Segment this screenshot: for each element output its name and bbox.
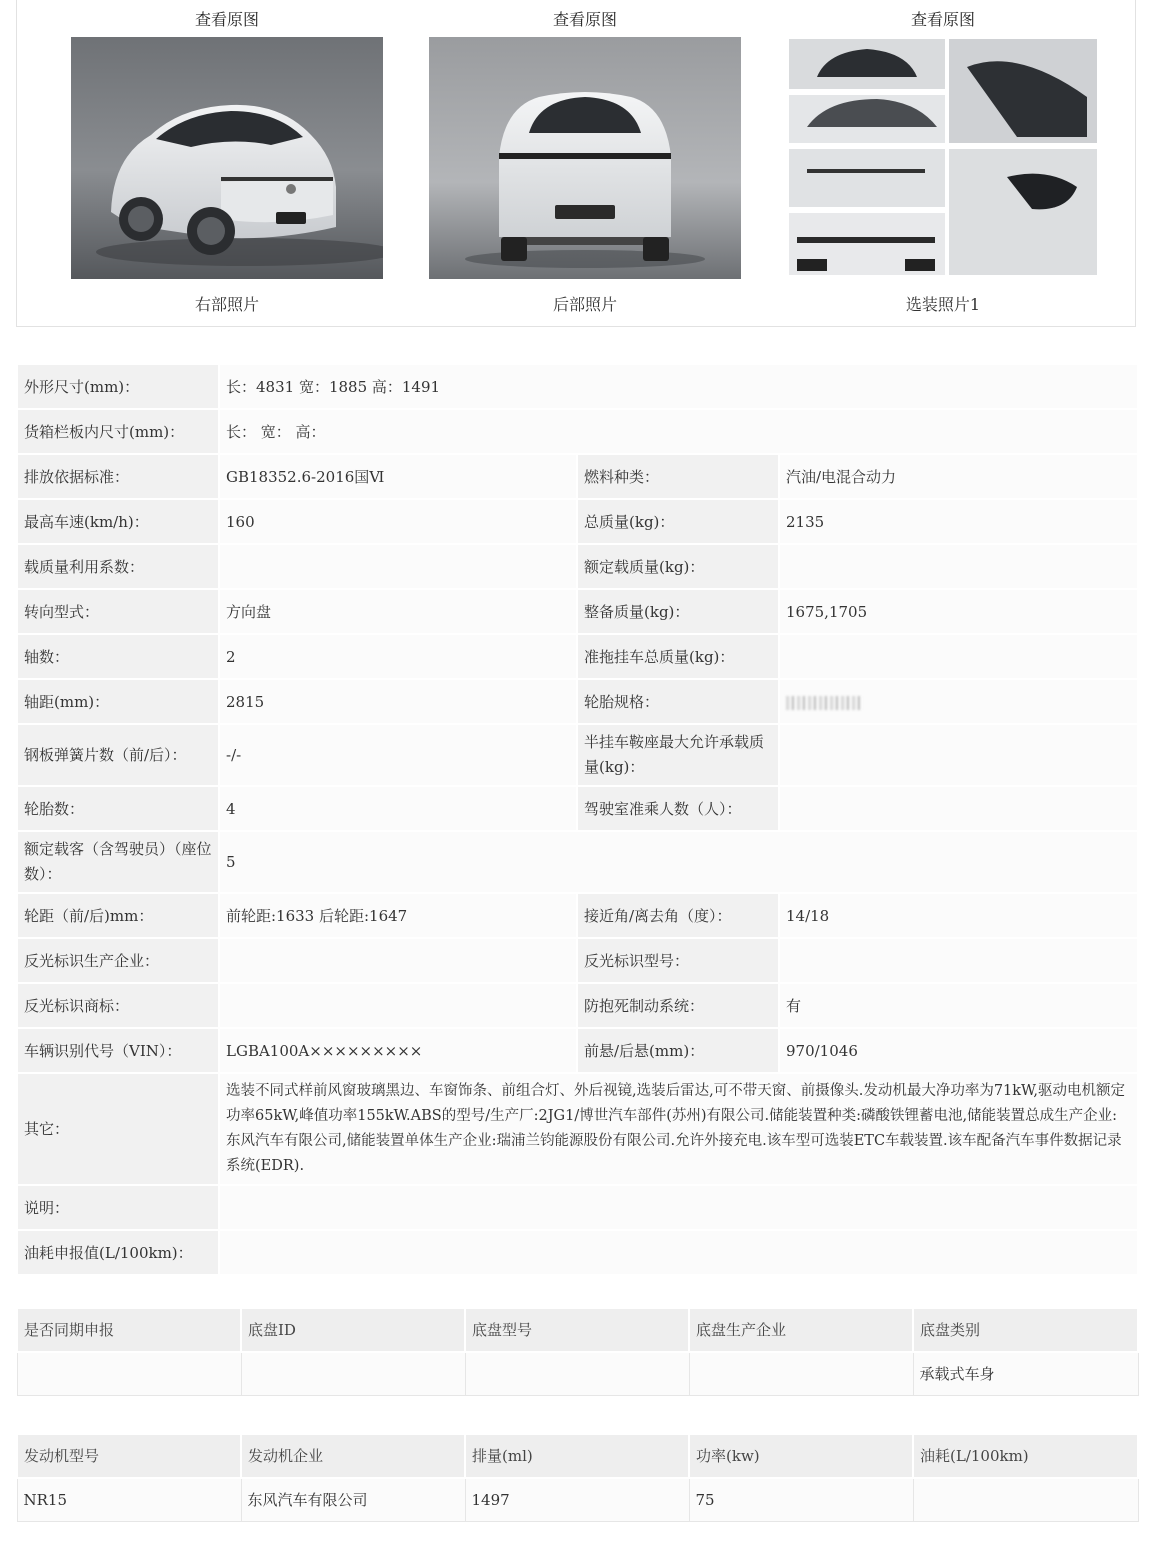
engine-header-row bbox=[17, 1434, 1138, 1478]
spec-row bbox=[17, 1073, 1138, 1185]
spec-label: 额定载客（含驾驶员）（座位数）： bbox=[17, 831, 219, 893]
spec-label: 载质量利用系数： bbox=[17, 544, 219, 589]
spec-row bbox=[17, 364, 1138, 409]
optional-collage-photo[interactable] bbox=[787, 37, 1099, 279]
spec-label: 整备质量(kg)： bbox=[577, 589, 779, 634]
spec-value: 方向盘 bbox=[219, 589, 577, 634]
spec-label: 接近角/离去角（度）： bbox=[577, 893, 779, 938]
spec-value: 选装不同式样前风窗玻璃黑边、车窗饰条、前组合灯、外后视镜,选装后雷达,可不带天窗、前摄像头.发动机最大净功率为71kW,驱动电机额定功率65kW,峰值功率155kW.ABS的型号/生产厂:2JG1/博世汽车部件(苏州)有限公司.储能装置种类:磷酸铁锂蓄电池,储能装置总成生产企业:东风汽车有限公司,储能装置单体生产企业:瑞浦兰钧能源股份有限公司.允许外接充电.该车型可选装ETC车载装置.该车配备汽车事件数据记录系统(EDR). bbox=[219, 1073, 1138, 1185]
spec-row bbox=[17, 409, 1138, 454]
table-cell bbox=[689, 1352, 913, 1396]
spec-label: 货箱栏板内尺寸(mm)： bbox=[17, 409, 219, 454]
spec-value bbox=[219, 983, 577, 1028]
spec-label: 反光标识型号： bbox=[577, 938, 779, 983]
photo-card-rear bbox=[429, 0, 741, 327]
spec-label: 轴距(mm)： bbox=[17, 679, 219, 724]
spec-label: 说明： bbox=[17, 1185, 219, 1230]
spec-value: 前轮距:1633 后轮距:1647 bbox=[219, 893, 577, 938]
spec-label: 转向型式： bbox=[17, 589, 219, 634]
spec-value: -/- bbox=[219, 724, 577, 786]
table-cell: 75 bbox=[689, 1478, 913, 1522]
spec-label: 半挂车鞍座最大允许承载质量(kg)： bbox=[577, 724, 779, 786]
spec-value bbox=[779, 938, 1138, 983]
column-header: 油耗(L/100km) bbox=[913, 1434, 1138, 1478]
table-row bbox=[17, 1352, 1138, 1396]
spec-label: 排放依据标准： bbox=[17, 454, 219, 499]
spec-label: 车辆识别代号（VIN）： bbox=[17, 1028, 219, 1073]
column-header: 发动机型号 bbox=[17, 1434, 241, 1478]
table-row bbox=[17, 1478, 1138, 1522]
spec-value bbox=[219, 1185, 1138, 1230]
photo-card-right bbox=[71, 0, 383, 327]
spec-label: 反光标识商标： bbox=[17, 983, 219, 1028]
column-header: 底盘型号 bbox=[465, 1308, 689, 1352]
spec-value: 长：4831 宽：1885 高：1491 bbox=[219, 364, 1138, 409]
chassis-table bbox=[16, 1307, 1139, 1396]
column-header: 发动机企业 bbox=[241, 1434, 465, 1478]
spec-row bbox=[17, 1028, 1138, 1073]
spec-row bbox=[17, 499, 1138, 544]
table-cell: 东风汽车有限公司 bbox=[241, 1478, 465, 1522]
photo-panel bbox=[16, 0, 1136, 327]
view-original-link[interactable]: 查看原图 bbox=[194, 10, 259, 29]
spec-row bbox=[17, 1185, 1138, 1230]
spec-row bbox=[17, 679, 1138, 724]
column-header: 底盘生产企业 bbox=[689, 1308, 913, 1352]
spec-value bbox=[219, 544, 577, 589]
table-cell bbox=[913, 1478, 1138, 1522]
table-cell bbox=[17, 1352, 241, 1396]
spec-row bbox=[17, 938, 1138, 983]
spec-value: 970/1046 bbox=[779, 1028, 1138, 1073]
spec-label: 轮胎数： bbox=[17, 786, 219, 831]
redacted-mark bbox=[786, 696, 862, 710]
photo-caption: 选装照片1 bbox=[905, 295, 981, 314]
spec-row bbox=[17, 634, 1138, 679]
spec-row bbox=[17, 589, 1138, 634]
spec-value: 2815 bbox=[219, 679, 577, 724]
spec-label: 反光标识生产企业： bbox=[17, 938, 219, 983]
photo-caption: 后部照片 bbox=[552, 295, 617, 314]
spec-row bbox=[17, 1230, 1138, 1275]
table-cell: 承载式车身 bbox=[913, 1352, 1138, 1396]
spec-value: 1675,1705 bbox=[779, 589, 1138, 634]
column-header: 是否同期申报 bbox=[17, 1308, 241, 1352]
spec-row bbox=[17, 893, 1138, 938]
table-cell: 1497 bbox=[465, 1478, 689, 1522]
chassis-header-row bbox=[17, 1308, 1138, 1352]
table-cell bbox=[241, 1352, 465, 1396]
spec-label: 轮距（前/后)mm： bbox=[17, 893, 219, 938]
spec-table bbox=[16, 363, 1139, 1276]
spec-value: GB18352.6-2016国Ⅵ bbox=[219, 454, 577, 499]
spec-label: 驾驶室准乘人数（人）： bbox=[577, 786, 779, 831]
spec-value bbox=[779, 544, 1138, 589]
spec-row bbox=[17, 786, 1138, 831]
spec-label: 准拖挂车总质量(kg)： bbox=[577, 634, 779, 679]
spec-value bbox=[779, 724, 1138, 786]
spec-label: 燃料种类： bbox=[577, 454, 779, 499]
spec-value: 160 bbox=[219, 499, 577, 544]
spec-label: 额定载质量(kg)： bbox=[577, 544, 779, 589]
spec-row bbox=[17, 831, 1138, 893]
spec-label: 最高车速(km/h)： bbox=[17, 499, 219, 544]
view-original-link[interactable]: 查看原图 bbox=[910, 10, 975, 29]
spec-label: 防抱死制动系统： bbox=[577, 983, 779, 1028]
spec-row bbox=[17, 724, 1138, 786]
car-front-right-photo[interactable] bbox=[71, 37, 383, 279]
spec-value: LGBA100A××××××××× bbox=[219, 1028, 577, 1073]
spec-row bbox=[17, 983, 1138, 1028]
spec-value: 长： 宽： 高： bbox=[219, 409, 1138, 454]
column-header: 底盘ID bbox=[241, 1308, 465, 1352]
spec-label: 外形尺寸(mm)： bbox=[17, 364, 219, 409]
spec-value: 2135 bbox=[779, 499, 1138, 544]
spec-value-redacted bbox=[779, 679, 1138, 724]
view-original-link[interactable]: 查看原图 bbox=[552, 10, 617, 29]
spec-row bbox=[17, 454, 1138, 499]
engine-table bbox=[16, 1433, 1139, 1522]
column-header: 功率(kw) bbox=[689, 1434, 913, 1478]
spec-value: 4 bbox=[219, 786, 577, 831]
spec-label: 轮胎规格： bbox=[577, 679, 779, 724]
spec-value: 汽油/电混合动力 bbox=[779, 454, 1138, 499]
spec-label: 钢板弹簧片数（前/后）： bbox=[17, 724, 219, 786]
spec-label: 其它： bbox=[17, 1073, 219, 1185]
spec-value: 14/18 bbox=[779, 893, 1138, 938]
spec-value: 2 bbox=[219, 634, 577, 679]
table-cell bbox=[465, 1352, 689, 1396]
photo-card-optional bbox=[787, 0, 1099, 327]
spec-value: 5 bbox=[219, 831, 1138, 893]
spec-value bbox=[779, 634, 1138, 679]
spec-value bbox=[219, 938, 577, 983]
spec-value: 有 bbox=[779, 983, 1138, 1028]
column-header: 排量(ml) bbox=[465, 1434, 689, 1478]
spec-value bbox=[779, 786, 1138, 831]
spec-value bbox=[219, 1230, 1138, 1275]
spec-label: 轴数： bbox=[17, 634, 219, 679]
table-cell: NR15 bbox=[17, 1478, 241, 1522]
column-header: 底盘类别 bbox=[913, 1308, 1138, 1352]
spec-label: 前悬/后悬(mm)： bbox=[577, 1028, 779, 1073]
car-rear-photo[interactable] bbox=[429, 37, 741, 279]
spec-label: 总质量(kg)： bbox=[577, 499, 779, 544]
spec-label: 油耗申报值(L/100km)： bbox=[17, 1230, 219, 1275]
photo-caption: 右部照片 bbox=[194, 295, 259, 314]
spec-row bbox=[17, 544, 1138, 589]
